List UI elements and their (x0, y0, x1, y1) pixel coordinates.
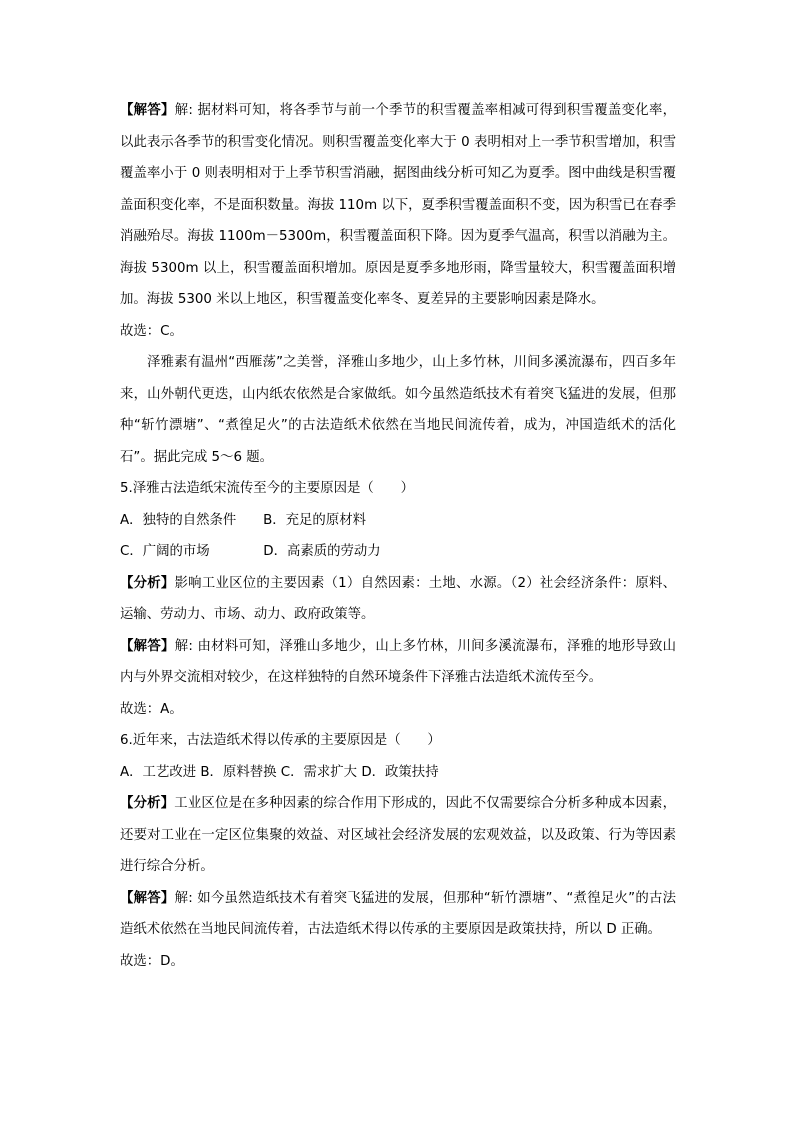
answer-paragraph-1 (120, 95, 676, 316)
answer-text: 解: 由材料可知，泽雅山多地少，山上多竹林，川间多溪流瀑布，泽雅的地形导致山内与外界交流相对较少，在这样独特的自然环境条件下泽雅古法造纸术流传至今。 (120, 638, 677, 685)
choice-result-5: 故选：A。 (120, 701, 183, 717)
question-5: 5.泽雅古法造纸宋流传至今的主要原因是（ ） (120, 481, 414, 496)
answer-text: 解: 如今虽然造纸技术有着突飞猛进的发展，但那种“斩竹漂塘”、“煮徨足火”的古法造纸术依然在当地民间流传着，古法造纸术得以传承的主要原因是政策扶持，所以 D 正确。 (120, 890, 677, 937)
reading-material: 泽雅素有温州“西雁荡”之美誉，泽雅山多地少，山上多竹林，川间多溪流瀑布，四百多年来，山外朝代更迭，山内纸农依然是合家做纸。如今虽然造纸技术有着突飞猛进的发展，但那种“斩竹漂塘”、“煮徨足火”的古法造纸术依然在当地民间流传着，成为，冲国造纸术的活化石”。据此完成 5～6 题。 (120, 355, 676, 465)
answer-paragraph-6 (120, 883, 676, 946)
answer-tag: 【解答】 (120, 890, 175, 906)
answer-tag: 【解答】 (120, 103, 175, 118)
question-6: 6.近年来，古法造纸术得以传承的主要原因是（ ） (120, 733, 441, 748)
answer-paragraph-5 (120, 631, 676, 694)
analysis-text: 影响工业区位的主要因素（1）自然因素：土地、水源。（2）社会经济条件：原料、运输、劳动力、市场、动力、政府政策等。 (120, 575, 676, 622)
question-6-options: A．工艺改进 B．原料替换 C．需求扩大 D．政策扶持 (120, 764, 439, 780)
document-page (120, 0, 676, 977)
analysis-tag: 【分析】 (120, 575, 175, 591)
analysis-paragraph-5 (120, 568, 676, 631)
question-5-options-ab: A．独特的自然条件 B．充足的原材料 (120, 512, 366, 528)
choice-result-1: 故选：C。 (120, 323, 183, 339)
answer-text: 解: 据材料可知，将各季节与前一个季节的积雪覆盖率相减可得到积雪覆盖变化率，以此表示各季节的积雪变化情况。则积雪覆盖变化率大于 0 表明相对上一季节积雪增加，积雪覆盖率小于 0 则表明相对于上季节积雪消融，据图曲线分析可知乙为夏季。图中曲线是积雪覆盖面积变化率，不是面积数量。海拔 110m 以下，夏季积雪覆盖面积不变，因为积雪已在春季消融殆尽。海拔 1100m－5300m，积雪覆盖面积下降。因为夏季气温高，积雪以消融为主。海拔 5300m 以上，积雪覆盖面积增加。原因是夏季多地形雨，降雪量较大，积雪覆盖面积增加。海拔 5300 米以上地区，积雪覆盖变化率冬、夏差异的主要影响因素是降水。 (120, 103, 677, 307)
question-5-options-cd: C．广阔的市场 D．高素质的劳动力 (120, 544, 381, 559)
analysis-text: 工业区位是在多种因素的综合作用下形成的，因此不仅需要综合分析多种成本因素，还要对工业在一定区位集聚的效益、对区域社会经济发展的宏观效益，以及政策、行为等因素进行综合分析。 (120, 796, 677, 874)
analysis-tag: 【分析】 (120, 796, 175, 811)
analysis-paragraph-6 (120, 788, 676, 883)
answer-tag: 【解答】 (120, 638, 175, 654)
choice-result-6: 故选：D。 (120, 953, 184, 969)
